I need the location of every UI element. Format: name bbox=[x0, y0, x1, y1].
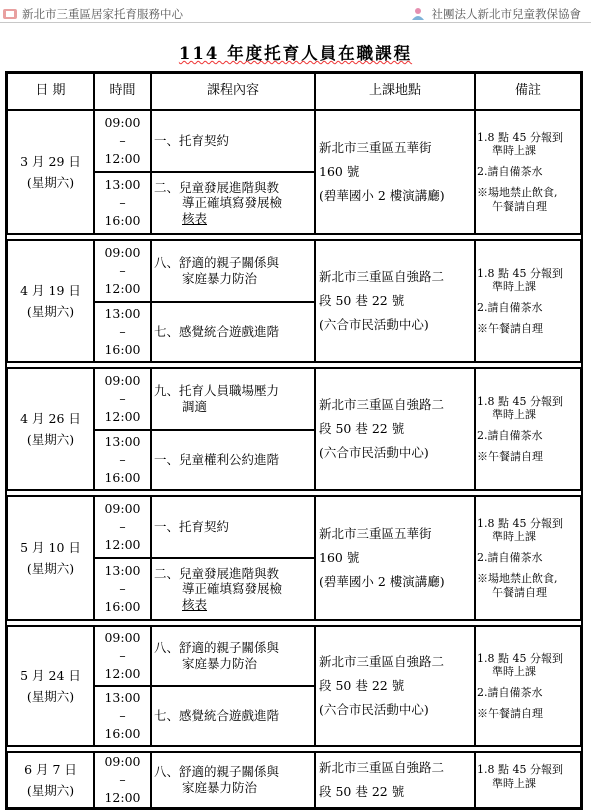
morning-course-cell bbox=[151, 626, 315, 686]
afternoon-time-cell bbox=[94, 172, 151, 234]
header-association-name: 社團法人新北市兒童教保協會 bbox=[431, 7, 581, 21]
time-end: 12:00 bbox=[104, 666, 141, 681]
morning-time-cell bbox=[94, 368, 151, 430]
session-date: 4 月 26 日 bbox=[20, 410, 81, 426]
course-line: 七、感覺統合遊戲進階 bbox=[154, 708, 280, 724]
note-line: 準時上課 bbox=[492, 408, 536, 422]
page-header bbox=[0, 0, 591, 26]
time-dash: – bbox=[119, 708, 126, 723]
session-date-cell bbox=[7, 240, 94, 362]
location-line: (六合市民活動中心) bbox=[319, 316, 429, 332]
time-end: 16:00 bbox=[104, 342, 141, 357]
time-end: 16:00 bbox=[104, 599, 141, 614]
time-start: 09:00 bbox=[104, 501, 141, 516]
notes-cell bbox=[475, 752, 581, 808]
location-line: 新北市三重區自強路二 bbox=[319, 760, 445, 776]
morning-course-cell bbox=[151, 752, 315, 808]
page-title bbox=[0, 40, 591, 64]
note-gap bbox=[477, 565, 580, 572]
time-start: 13:00 bbox=[104, 690, 141, 705]
table-row bbox=[7, 368, 581, 430]
time-end: 12:00 bbox=[104, 409, 141, 424]
title-text: 114 年度托育人員在職課程 bbox=[178, 44, 413, 63]
afternoon-time-cell bbox=[94, 302, 151, 362]
note-line: 1.8 點 45 分報到 bbox=[477, 762, 563, 776]
time-end: 12:00 bbox=[104, 151, 141, 166]
time-start: 09:00 bbox=[104, 115, 141, 130]
location-cell bbox=[315, 110, 475, 234]
column-header-time: 時間 bbox=[94, 73, 151, 110]
course-line: 九、托育人員職場壓力 bbox=[154, 383, 280, 399]
course-line: 二、兒童發展進階與教 bbox=[154, 565, 280, 581]
note-line: 2.請自備茶水 bbox=[477, 551, 543, 565]
location-line: 新北市三重區五華街 bbox=[319, 526, 432, 542]
location-cell bbox=[315, 752, 475, 808]
location-line: (碧華國小 2 樓演講廳) bbox=[319, 187, 445, 203]
note-gap bbox=[477, 315, 580, 322]
session-date: 3 月 29 日 bbox=[20, 153, 81, 169]
note-line: 午餐請自理 bbox=[492, 199, 547, 213]
header-right bbox=[410, 6, 582, 22]
location-cell bbox=[315, 368, 475, 490]
morning-course-cell bbox=[151, 110, 315, 172]
afternoon-time-cell bbox=[94, 686, 151, 746]
time-dash: – bbox=[119, 133, 126, 148]
time-start: 09:00 bbox=[104, 630, 141, 645]
table-row bbox=[7, 626, 581, 686]
note-line: 準時上課 bbox=[492, 530, 536, 544]
location-line: 段 50 巷 22 號 bbox=[319, 784, 405, 799]
session-date: 5 月 10 日 bbox=[20, 539, 81, 555]
note-line: ※場地禁止飲食, bbox=[477, 571, 558, 585]
time-start: 13:00 bbox=[104, 306, 141, 321]
course-line: 家庭暴力防治 bbox=[182, 271, 258, 286]
time-end: 12:00 bbox=[104, 281, 141, 296]
note-line: 1.8 點 45 分報到 bbox=[477, 130, 563, 144]
column-header-date: 日 期 bbox=[7, 73, 94, 110]
column-header-notes: 備註 bbox=[475, 73, 581, 110]
location-line: 新北市三重區自強路二 bbox=[319, 397, 445, 413]
location-cell bbox=[315, 496, 475, 620]
note-gap bbox=[477, 679, 580, 686]
note-line: ※午餐請自理 bbox=[477, 706, 543, 720]
column-header-location: 上課地點 bbox=[315, 73, 475, 110]
time-start: 13:00 bbox=[104, 434, 141, 449]
afternoon-course-cell bbox=[151, 558, 315, 620]
header-center-name: 新北市三重區居家托育服務中心 bbox=[22, 7, 183, 21]
session-date-cell bbox=[7, 110, 94, 234]
note-line: ※午餐請自理 bbox=[477, 449, 543, 463]
course-line: 核表 bbox=[182, 210, 208, 226]
morning-time-cell bbox=[94, 752, 151, 808]
note-gap bbox=[477, 700, 580, 707]
session-date-cell bbox=[7, 626, 94, 746]
note-line: 午餐請自理 bbox=[492, 585, 547, 599]
course-line: 核表 bbox=[182, 596, 208, 612]
header-left bbox=[2, 6, 183, 22]
note-line: 準時上課 bbox=[492, 776, 536, 790]
note-line: 2.請自備茶水 bbox=[477, 165, 543, 179]
note-line: ※場地禁止飲食, bbox=[477, 185, 558, 199]
afternoon-course-cell bbox=[151, 302, 315, 362]
note-line: 1.8 點 45 分報到 bbox=[477, 394, 563, 408]
location-line: (六合市民活動中心) bbox=[319, 444, 429, 460]
morning-course-cell bbox=[151, 496, 315, 558]
course-line: 一、托育契約 bbox=[154, 133, 230, 149]
morning-time-cell bbox=[94, 626, 151, 686]
time-dash: – bbox=[119, 391, 126, 406]
time-start: 09:00 bbox=[104, 754, 141, 769]
center-logo-icon bbox=[2, 7, 18, 21]
course-line: 導正確填寫發展檢 bbox=[182, 581, 283, 597]
session-date-cell bbox=[7, 496, 94, 620]
note-line: 1.8 點 45 分報到 bbox=[477, 266, 563, 280]
location-cell bbox=[315, 626, 475, 746]
note-gap bbox=[477, 179, 580, 186]
time-start: 13:00 bbox=[104, 177, 141, 192]
location-line: 160 號 bbox=[319, 550, 360, 566]
table-row bbox=[7, 496, 581, 558]
afternoon-course-cell bbox=[151, 686, 315, 746]
time-dash: – bbox=[119, 263, 126, 278]
time-end: 12:00 bbox=[104, 537, 141, 552]
table-header-row bbox=[7, 73, 581, 110]
course-line: 家庭暴力防治 bbox=[182, 780, 258, 795]
notes-cell bbox=[475, 110, 581, 234]
time-dash: – bbox=[119, 581, 126, 596]
session-date: 6 月 7 日 bbox=[24, 761, 77, 777]
notes-cell bbox=[475, 368, 581, 490]
location-line: 段 50 巷 22 號 bbox=[319, 678, 405, 694]
notes-cell bbox=[475, 626, 581, 746]
session-date-cell bbox=[7, 752, 94, 808]
morning-course-cell bbox=[151, 240, 315, 302]
note-line: 2.請自備茶水 bbox=[477, 686, 543, 699]
location-line: 新北市三重區自強路二 bbox=[319, 269, 445, 285]
time-start: 09:00 bbox=[104, 373, 141, 388]
morning-time-cell bbox=[94, 496, 151, 558]
note-line: ※午餐請自理 bbox=[477, 321, 543, 335]
location-line: 段 50 巷 22 號 bbox=[319, 293, 405, 309]
session-weekday: (星期六) bbox=[26, 174, 75, 190]
course-line: 八、舒適的親子關係與 bbox=[154, 640, 280, 656]
note-gap bbox=[477, 790, 580, 797]
column-header-course: 課程內容 bbox=[151, 73, 315, 110]
time-dash: – bbox=[119, 452, 126, 467]
session-weekday: (星期六) bbox=[26, 431, 75, 447]
course-line: 八、舒適的親子關係與 bbox=[154, 764, 280, 780]
course-line: 導正確填寫發展檢 bbox=[182, 195, 283, 211]
notes-cell bbox=[475, 240, 581, 362]
location-line: 段 50 巷 22 號 bbox=[319, 421, 405, 437]
table-row bbox=[7, 752, 581, 808]
afternoon-time-cell bbox=[94, 430, 151, 490]
course-line: 八、舒適的親子關係與 bbox=[154, 255, 280, 271]
session-date-cell bbox=[7, 368, 94, 490]
note-line: 準時上課 bbox=[492, 144, 536, 158]
session-weekday: (星期六) bbox=[26, 782, 75, 798]
morning-time-cell bbox=[94, 240, 151, 302]
morning-course-cell bbox=[151, 368, 315, 430]
time-end: 16:00 bbox=[104, 470, 141, 485]
time-end: 16:00 bbox=[104, 213, 141, 228]
course-schedule-table bbox=[5, 71, 583, 810]
note-line: 2.請自備茶水 bbox=[477, 301, 543, 314]
note-line: 1.8 點 45 分報到 bbox=[477, 651, 563, 665]
time-dash: – bbox=[119, 519, 126, 534]
time-start: 13:00 bbox=[104, 563, 141, 578]
afternoon-course-cell bbox=[151, 172, 315, 234]
time-end: 16:00 bbox=[104, 726, 141, 741]
course-line: 調適 bbox=[182, 399, 208, 414]
association-logo-icon bbox=[410, 7, 426, 21]
session-date: 4 月 19 日 bbox=[20, 282, 81, 298]
time-dash: – bbox=[119, 195, 126, 210]
location-line: 新北市三重區自強路二 bbox=[319, 654, 445, 670]
morning-time-cell bbox=[94, 110, 151, 172]
time-end: 12:00 bbox=[104, 790, 141, 805]
note-gap bbox=[477, 443, 580, 450]
note-gap bbox=[477, 422, 580, 429]
time-dash: – bbox=[119, 648, 126, 663]
note-line: 準時上課 bbox=[492, 280, 536, 294]
afternoon-time-cell bbox=[94, 558, 151, 620]
note-line: 準時上課 bbox=[492, 665, 536, 679]
table-row bbox=[7, 240, 581, 302]
session-date: 5 月 24 日 bbox=[20, 667, 81, 683]
course-line: 二、兒童發展進階與教 bbox=[154, 179, 280, 195]
session-weekday: (星期六) bbox=[26, 560, 75, 576]
location-line: 新北市三重區五華街 bbox=[319, 140, 432, 156]
location-line: (碧華國小 2 樓演講廳) bbox=[319, 573, 445, 589]
course-line: 七、感覺統合遊戲進階 bbox=[154, 324, 280, 340]
course-line: 一、兒童權利公約進階 bbox=[154, 452, 280, 468]
note-gap bbox=[477, 294, 580, 301]
header-divider bbox=[0, 22, 591, 23]
afternoon-course-cell bbox=[151, 430, 315, 490]
time-dash: – bbox=[119, 772, 126, 787]
course-line: 一、托育契約 bbox=[154, 519, 230, 535]
time-dash: – bbox=[119, 324, 126, 339]
location-line: 160 號 bbox=[319, 164, 360, 180]
location-line: (六合市民活動中心) bbox=[319, 701, 429, 717]
note-line: 1.8 點 45 分報到 bbox=[477, 516, 563, 530]
session-weekday: (星期六) bbox=[26, 688, 75, 704]
course-line: 家庭暴力防治 bbox=[182, 656, 258, 671]
note-line: 2.請自備茶水 bbox=[477, 429, 543, 442]
table-row bbox=[7, 110, 581, 172]
location-cell bbox=[315, 240, 475, 362]
notes-cell bbox=[475, 496, 581, 620]
session-weekday: (星期六) bbox=[26, 303, 75, 319]
time-start: 09:00 bbox=[104, 245, 141, 260]
